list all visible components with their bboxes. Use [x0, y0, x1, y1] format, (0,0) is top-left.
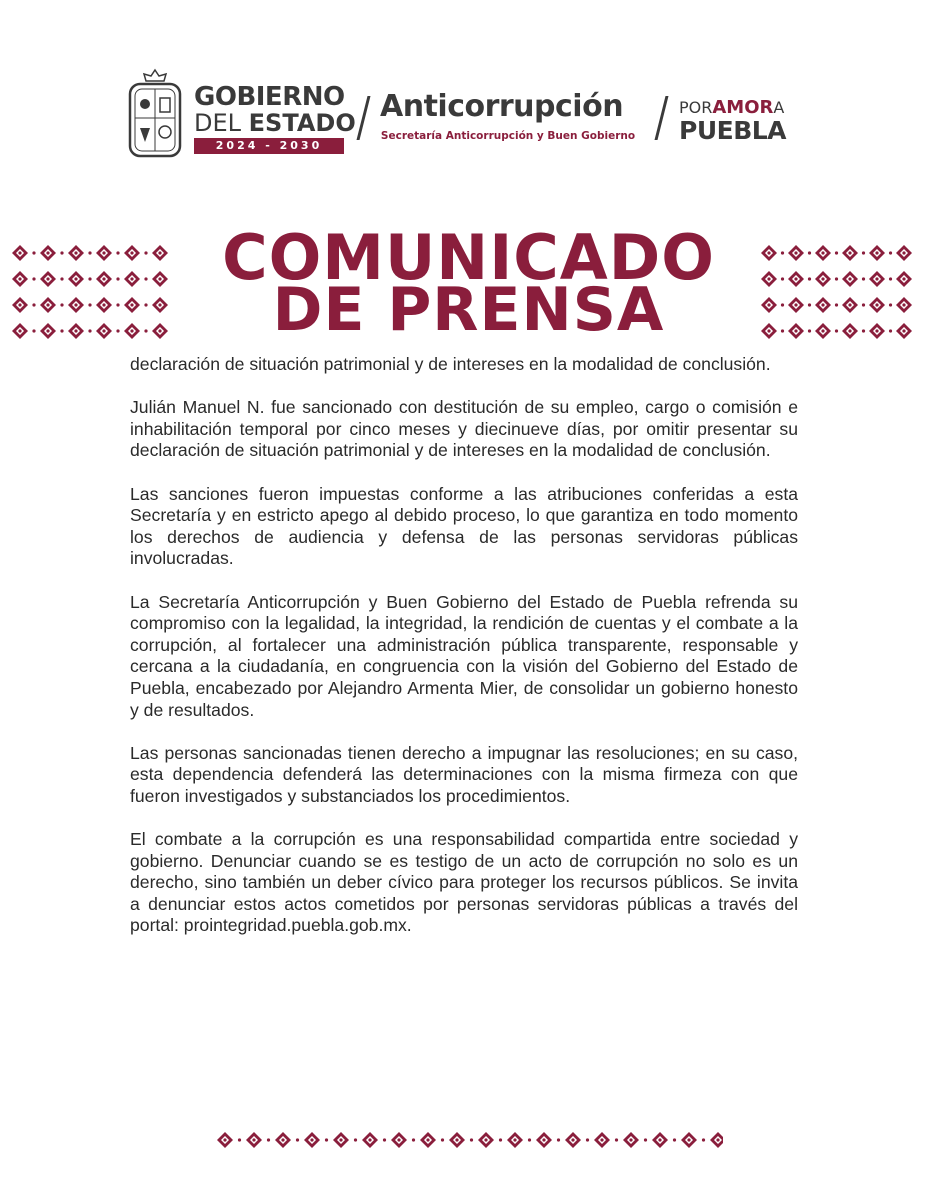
- ornament-motif: [623, 1132, 639, 1148]
- ornament-motif: [815, 297, 831, 313]
- ornament-motif: [152, 297, 168, 313]
- ornament-motif: [652, 1132, 668, 1148]
- ornament-motif: [275, 1132, 291, 1148]
- ornament-motif: [761, 245, 777, 261]
- ornament-pattern-left: [8, 240, 180, 344]
- ornament-pattern-right: [757, 240, 919, 344]
- ornament-dot: [862, 303, 865, 306]
- ornament-dot: [296, 1138, 299, 1141]
- ornament-motif: [788, 323, 804, 339]
- body-paragraph: Las personas sancionadas tienen derecho a impugnar las resoluciones; en su caso, esta dependencia defenderá las determinaciones con la misma firmeza con que fueron investigados y substanciados los procedimientos.: [130, 742, 798, 806]
- ornament-motif: [12, 245, 28, 261]
- ornament-motif: [710, 1132, 723, 1148]
- ornament-dot: [889, 251, 892, 254]
- document-header: [0, 60, 927, 170]
- ornament-motif: [96, 245, 112, 261]
- ornament-motif: [96, 271, 112, 287]
- ornament-motif: [304, 1132, 320, 1148]
- ornament-dot: [441, 1138, 444, 1141]
- ornament-dot: [889, 277, 892, 280]
- ornament-motif: [815, 271, 831, 287]
- ornament-motif: [896, 245, 912, 261]
- ornament-motif: [12, 297, 28, 313]
- ornament-dot: [835, 277, 838, 280]
- body-paragraph: Las sanciones fueron impuestas conforme a las atribuciones conferidas a esta Secretaría y en estricto apego al debido proceso, lo que garantiza en todo momento los derechos de audiencia y defensa de las personas servidoras públicas involucradas.: [130, 483, 798, 569]
- ornament-motif: [681, 1132, 697, 1148]
- ornament-motif: [124, 245, 140, 261]
- ornament-dot: [325, 1138, 328, 1141]
- ornament-motif: [68, 297, 84, 313]
- ornament-dot: [644, 1138, 647, 1141]
- ornament-motif: [869, 271, 885, 287]
- ornament-dot: [32, 277, 35, 280]
- ornament-dot: [144, 329, 147, 332]
- ornament-dot: [702, 1138, 705, 1141]
- ornament-motif: [40, 271, 56, 287]
- ornament-dot: [60, 303, 63, 306]
- ornament-motif: [842, 271, 858, 287]
- ornament-dot: [862, 277, 865, 280]
- gobierno-del-estado-logo: [194, 82, 356, 154]
- body-paragraph: declaración de situación patrimonial y de intereses en la modalidad de conclusión.: [130, 354, 771, 374]
- ornament-dot: [60, 329, 63, 332]
- body-paragraph: La Secretaría Anticorrupción y Buen Gobierno del Estado de Puebla refrenda su compromiso con la legalidad, la integridad, la rendición de cuentas y el combate a la corrupción, al fortalecer una administración pública transparente, responsable y cercana a la ciudadanía, en congruencia con la visión del Gobierno del Estado de Puebla, encabezado por Alejandro Armenta Mier, de consolidar un gobierno honesto y de resultados.: [130, 591, 798, 720]
- ornament-motif: [449, 1132, 465, 1148]
- ornament-motif: [896, 297, 912, 313]
- ornament-motif: [869, 323, 885, 339]
- ornament-dot: [808, 329, 811, 332]
- por-amor-a-puebla-logo: [679, 98, 801, 144]
- ornament-dot: [144, 303, 147, 306]
- ornament-dot: [862, 251, 865, 254]
- ornament-dot: [808, 251, 811, 254]
- ornament-dot: [528, 1138, 531, 1141]
- body-paragraph: El combate a la corrupción es una responsabilidad compartida entre sociedad y gobierno. Denunciar cuando se es testigo de un acto de corrupción no solo es un derecho, sino también un deber cívico para proteger los recursos públicos. Se invita a denunciar estos actos cometidos por personas servidoras públicas a través del portal: prointegridad.puebla.gob.mx.: [130, 829, 798, 936]
- ornament-motif: [507, 1132, 523, 1148]
- ornament-dot: [889, 303, 892, 306]
- ornament-motif: [40, 245, 56, 261]
- ornament-dot: [557, 1138, 560, 1141]
- ornament-motif: [12, 323, 28, 339]
- ornament-motif: [565, 1132, 581, 1148]
- ornament-motif: [761, 297, 777, 313]
- ornament-motif: [420, 1132, 436, 1148]
- ornament-dot: [862, 329, 865, 332]
- ornament-dot: [267, 1138, 270, 1141]
- ornament-dot: [116, 329, 119, 332]
- ornament-dot: [144, 277, 147, 280]
- ornament-dot: [412, 1138, 415, 1141]
- ornament-motif: [124, 297, 140, 313]
- ornament-motif: [594, 1132, 610, 1148]
- ornament-dot: [238, 1138, 241, 1141]
- ornament-motif: [869, 297, 885, 313]
- ornament-motif: [68, 323, 84, 339]
- body-paragraph: Julián Manuel N. fue sancionado con destitución de su empleo, cargo o comisión e inhabilitación temporal por cinco meses y diecinueve días, por omitir presentar su declaración de situación patrimonial y de intereses en la modalidad de conclusión.: [130, 397, 798, 461]
- ornament-motif: [896, 271, 912, 287]
- anticorrupcion-subtitle: Secretaría Anticorrupción y Buen Gobierno: [380, 130, 636, 142]
- ornament-motif: [842, 245, 858, 261]
- ornament-motif: [815, 323, 831, 339]
- anticorrupcion-title: Anticorrupción: [380, 89, 624, 124]
- ornament-dot: [781, 303, 784, 306]
- ornament-motif: [333, 1132, 349, 1148]
- ornament-dot: [144, 251, 147, 254]
- ornament-dot: [586, 1138, 589, 1141]
- a-text: A: [773, 98, 785, 117]
- amor-text: AMOR: [712, 97, 774, 118]
- gobierno-del: DEL: [194, 109, 242, 137]
- ornament-motif: [761, 323, 777, 339]
- ornament-motif: [152, 271, 168, 287]
- ornament-motif: [12, 271, 28, 287]
- por-amor-a-line: [679, 98, 801, 118]
- ornament-motif: [761, 271, 777, 287]
- ornament-motif: [40, 297, 56, 313]
- ornament-motif: [124, 271, 140, 287]
- ornament-motif: [391, 1132, 407, 1148]
- puebla-text: PUEBLA: [679, 116, 787, 145]
- ornament-dot: [470, 1138, 473, 1141]
- ornament-dot: [32, 329, 35, 332]
- ornament-dot: [835, 303, 838, 306]
- ornament-motif: [536, 1132, 552, 1148]
- ornament-dot: [835, 329, 838, 332]
- ornament-dot: [781, 329, 784, 332]
- header-divider: [655, 96, 669, 140]
- ornament-motif: [217, 1132, 233, 1148]
- gobierno-line1: GOBIERNO: [194, 82, 345, 112]
- state-coat-of-arms-icon: [126, 68, 184, 160]
- ornament-motif: [68, 245, 84, 261]
- ornament-motif: [362, 1132, 378, 1148]
- gobierno-years-badge: 2024 - 2030: [194, 138, 344, 154]
- ornament-dot: [781, 277, 784, 280]
- ornament-dot: [808, 277, 811, 280]
- ornament-dot: [673, 1138, 676, 1141]
- ornament-dot: [60, 251, 63, 254]
- ornament-motif: [478, 1132, 494, 1148]
- ornament-motif: [152, 323, 168, 339]
- ornament-dot: [808, 303, 811, 306]
- ornament-motif: [40, 323, 56, 339]
- ornament-motif: [124, 323, 140, 339]
- ornament-motif: [842, 323, 858, 339]
- ornament-dot: [499, 1138, 502, 1141]
- gobierno-estado: ESTADO: [248, 109, 356, 137]
- ornament-dot: [88, 303, 91, 306]
- masthead-line1: COMUNICADO: [222, 221, 715, 294]
- ornament-motif: [96, 297, 112, 313]
- ornament-motif: [788, 245, 804, 261]
- ornament-dot: [354, 1138, 357, 1141]
- ornament-motif: [815, 245, 831, 261]
- ornament-motif: [152, 245, 168, 261]
- press-release-body: [130, 354, 798, 959]
- ornament-motif: [788, 271, 804, 287]
- ornament-motif: [96, 323, 112, 339]
- ornament-dot: [781, 251, 784, 254]
- ornament-dot: [32, 303, 35, 306]
- ornament-motif: [896, 323, 912, 339]
- gobierno-line2: [194, 109, 356, 137]
- ornament-motif: [842, 297, 858, 313]
- header-divider: [357, 96, 371, 140]
- ornament-dot: [88, 251, 91, 254]
- ornament-dot: [88, 277, 91, 280]
- ornament-motif: [68, 271, 84, 287]
- ornament-dot: [383, 1138, 386, 1141]
- ornament-motif: [246, 1132, 262, 1148]
- ornament-dot: [116, 303, 119, 306]
- por-text: POR: [679, 98, 713, 117]
- ornament-pattern-bottom: [213, 1120, 723, 1160]
- ornament-dot: [615, 1138, 618, 1141]
- ornament-dot: [116, 251, 119, 254]
- ornament-dot: [88, 329, 91, 332]
- press-release-masthead: [180, 221, 757, 345]
- ornament-dot: [835, 251, 838, 254]
- ornament-motif: [869, 245, 885, 261]
- ornament-dot: [889, 329, 892, 332]
- ornament-dot: [60, 277, 63, 280]
- ornament-dot: [116, 277, 119, 280]
- ornament-motif: [788, 297, 804, 313]
- ornament-dot: [32, 251, 35, 254]
- masthead-line2: DE PRENSA: [272, 275, 665, 345]
